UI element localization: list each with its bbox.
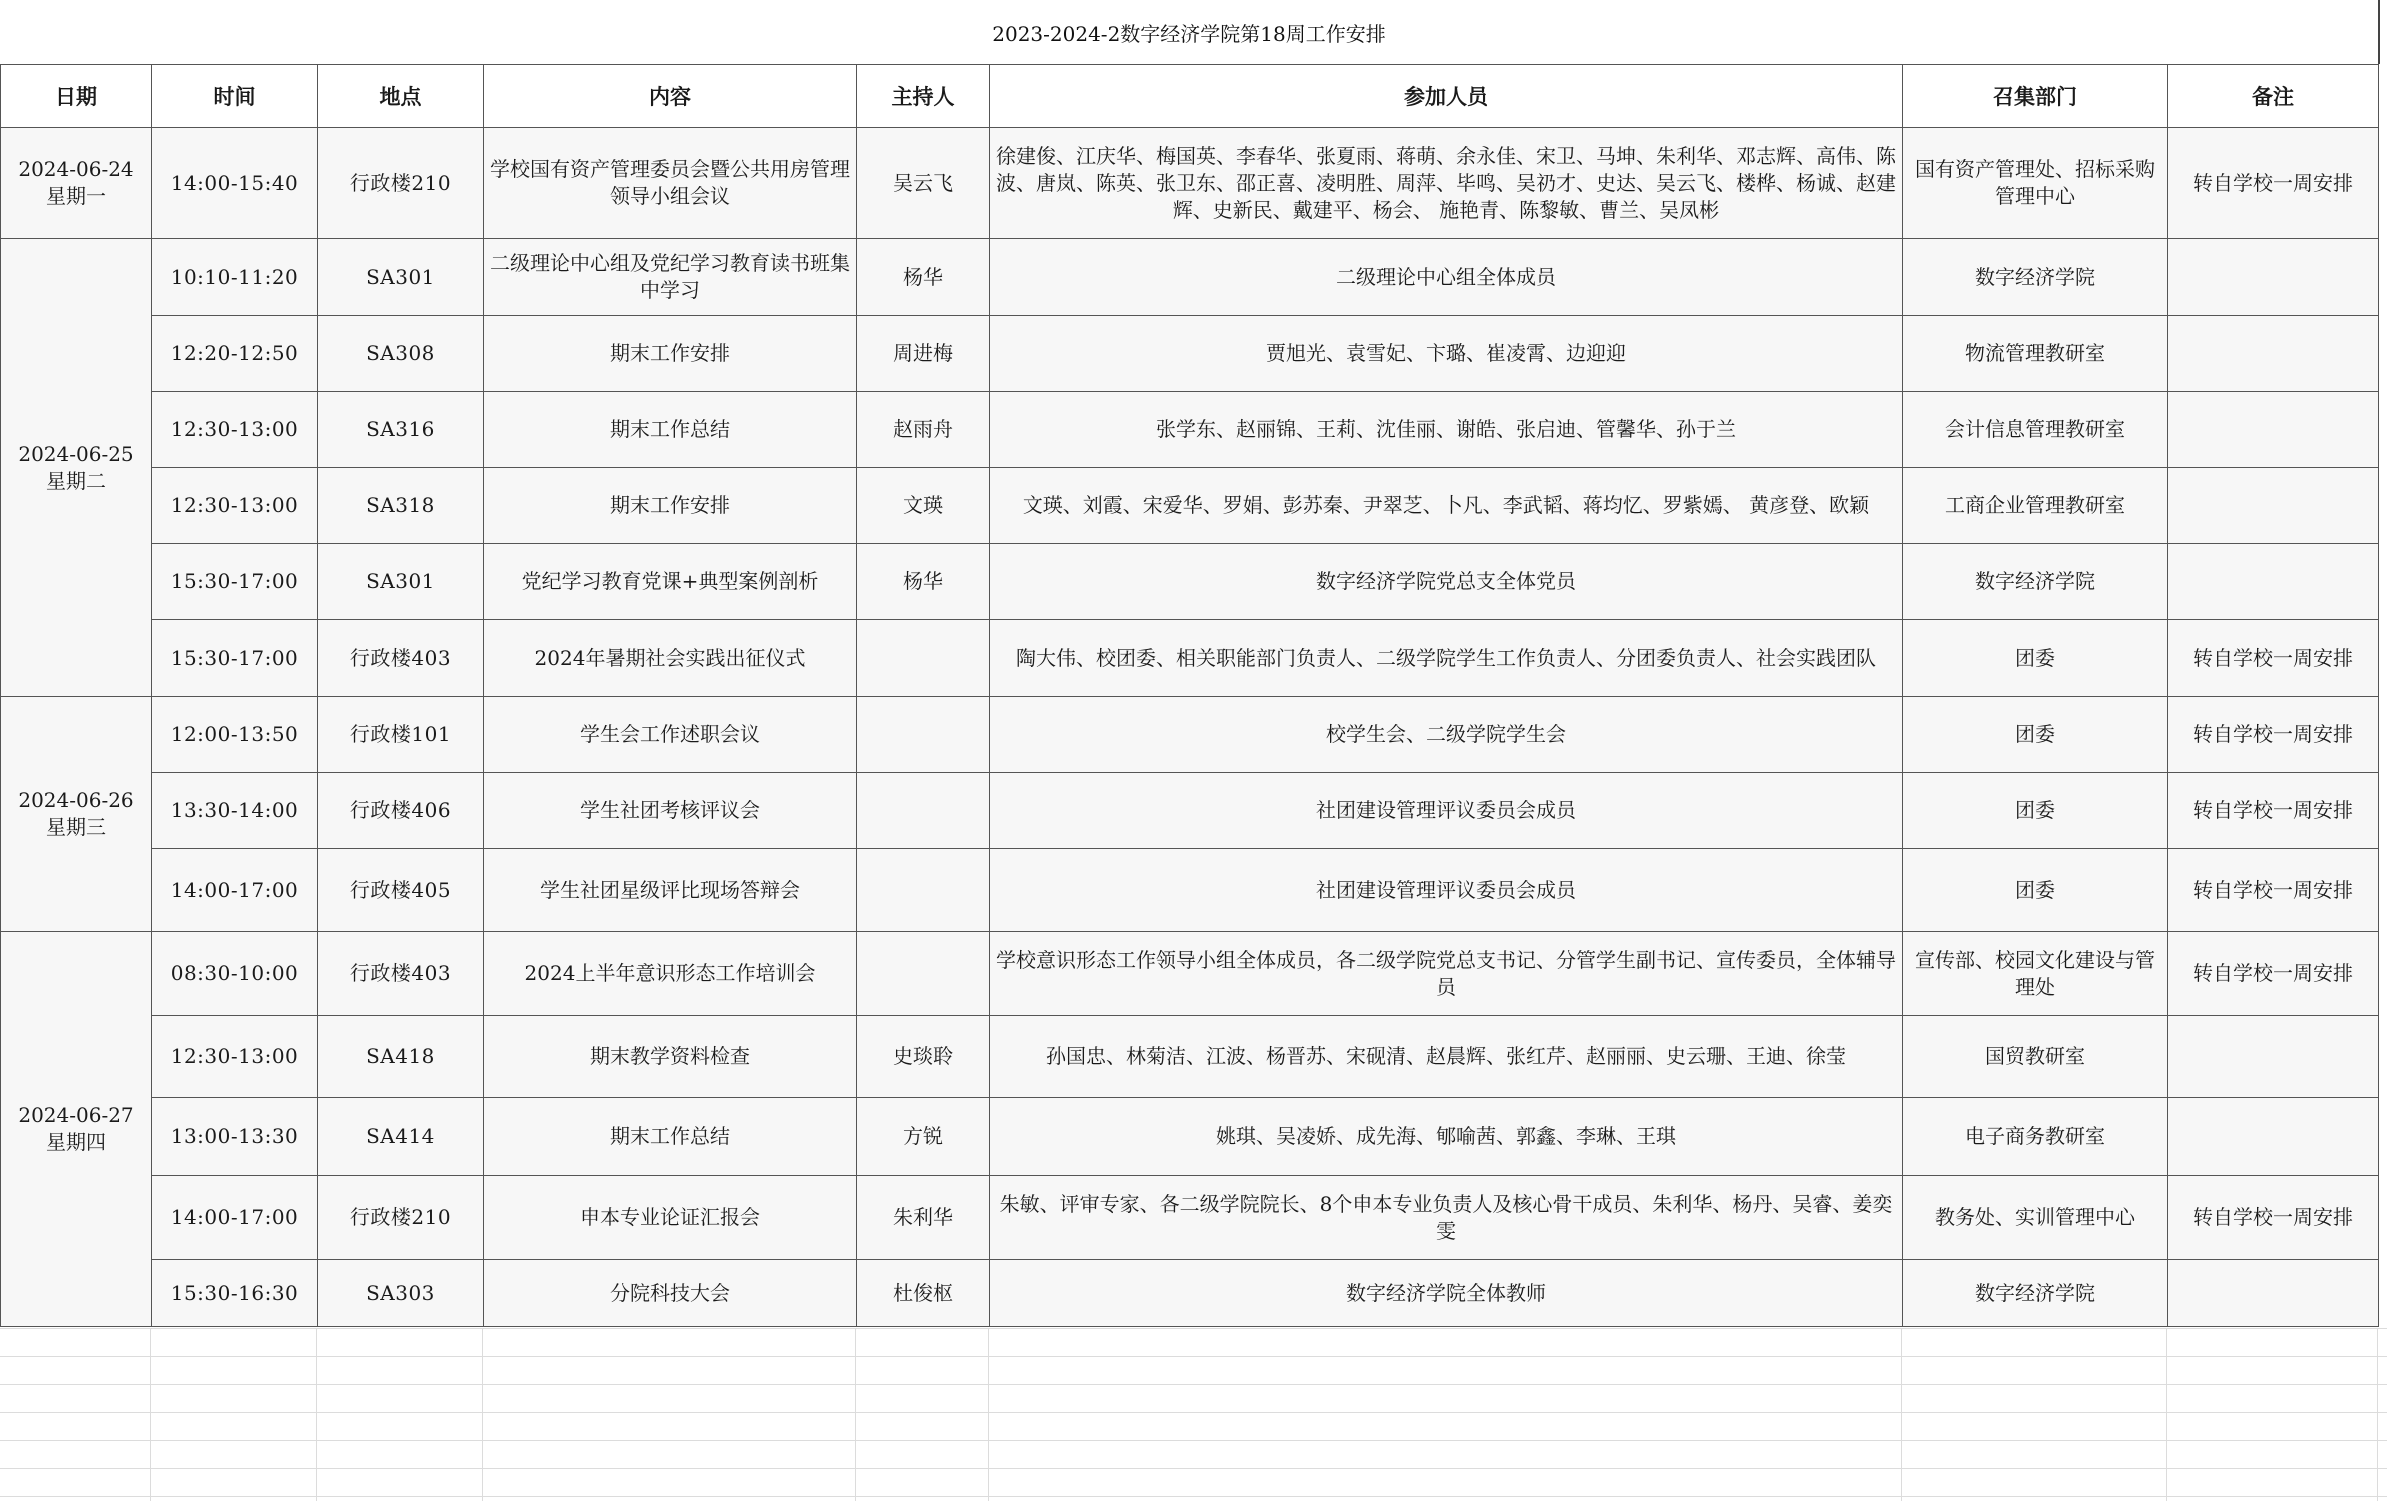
table-row bbox=[1, 1176, 2379, 1260]
date-cell[interactable] bbox=[1, 932, 152, 1327]
dept-cell[interactable]: 数字经济学院 bbox=[1903, 1260, 2168, 1327]
participants-cell[interactable]: 学校意识形态工作领导小组全体成员，各二级学院党总支书记、分管学生副书记、宣传委员，全体辅导员 bbox=[990, 932, 1903, 1016]
host-cell[interactable] bbox=[857, 620, 990, 697]
time-cell[interactable]: 12:00-13:50 bbox=[152, 697, 318, 773]
host-cell[interactable] bbox=[857, 773, 990, 849]
host-cell[interactable]: 朱利华 bbox=[857, 1176, 990, 1260]
dept-cell[interactable]: 国贸教研室 bbox=[1903, 1016, 2168, 1098]
table-row bbox=[1, 316, 2379, 392]
time-cell[interactable]: 14:00-17:00 bbox=[152, 849, 318, 932]
dept-cell[interactable]: 团委 bbox=[1903, 697, 2168, 773]
header-place[interactable]: 地点 bbox=[318, 65, 484, 128]
content-cell[interactable]: 学生会工作述职会议 bbox=[484, 697, 857, 773]
table-row bbox=[1, 1016, 2379, 1098]
date-text: 2024-06-27 bbox=[18, 1103, 134, 1127]
time-cell[interactable]: 14:00-17:00 bbox=[152, 1176, 318, 1260]
time-cell[interactable]: 15:30-17:00 bbox=[152, 544, 318, 620]
place-cell[interactable]: SA418 bbox=[318, 1016, 484, 1098]
place-cell[interactable]: SA414 bbox=[318, 1098, 484, 1176]
host-cell[interactable]: 赵雨舟 bbox=[857, 392, 990, 468]
note-cell[interactable] bbox=[2168, 1260, 2379, 1327]
participants-cell[interactable]: 校学生会、二级学院学生会 bbox=[990, 697, 1903, 773]
content-cell[interactable]: 党纪学习教育党课+典型案例剖析 bbox=[484, 544, 857, 620]
content-cell[interactable]: 学生社团星级评比现场答辩会 bbox=[484, 849, 857, 932]
header-row bbox=[1, 65, 2379, 128]
content-cell[interactable]: 期末工作安排 bbox=[484, 468, 857, 544]
dept-cell[interactable]: 团委 bbox=[1903, 773, 2168, 849]
note-cell[interactable] bbox=[2168, 239, 2379, 316]
host-cell[interactable] bbox=[857, 697, 990, 773]
date-text: 2024-06-25 bbox=[18, 441, 134, 466]
note-cell[interactable]: 转自学校一周安排 bbox=[2168, 932, 2379, 1016]
table-row bbox=[1, 773, 2379, 849]
place-cell[interactable]: 行政楼210 bbox=[318, 128, 484, 239]
dept-cell[interactable]: 电子商务教研室 bbox=[1903, 1098, 2168, 1176]
time-cell[interactable]: 12:30-13:00 bbox=[152, 392, 318, 468]
dept-cell[interactable]: 团委 bbox=[1903, 620, 2168, 697]
table-row bbox=[1, 128, 2379, 239]
place-cell[interactable]: 行政楼405 bbox=[318, 849, 484, 932]
weekday-text: 星期二 bbox=[46, 468, 106, 493]
schedule-table bbox=[0, 64, 2379, 1327]
place-cell[interactable]: SA301 bbox=[318, 544, 484, 620]
time-cell[interactable]: 10:10-11:20 bbox=[152, 239, 318, 316]
content-cell[interactable]: 期末工作总结 bbox=[484, 1098, 857, 1176]
note-cell[interactable]: 转自学校一周安排 bbox=[2168, 128, 2379, 239]
note-cell[interactable] bbox=[2168, 544, 2379, 620]
participants-cell[interactable]: 孙国忠、林菊洁、江波、杨晋苏、宋砚清、赵晨辉、张红芹、赵丽丽、史云珊、王迪、徐莹 bbox=[990, 1016, 1903, 1098]
participants-cell[interactable]: 陶大伟、校团委、相关职能部门负责人、二级学院学生工作负责人、分团委负责人、社会实践团队 bbox=[990, 620, 1903, 697]
table-row bbox=[1, 544, 2379, 620]
table-row bbox=[1, 1260, 2379, 1327]
note-cell[interactable]: 转自学校一周安排 bbox=[2168, 773, 2379, 849]
host-cell[interactable] bbox=[857, 932, 990, 1016]
content-cell[interactable]: 学生社团考核评议会 bbox=[484, 773, 857, 849]
host-cell[interactable]: 吴云飞 bbox=[857, 128, 990, 239]
participants-cell[interactable]: 二级理论中心组全体成员 bbox=[990, 239, 1903, 316]
dept-cell[interactable]: 国有资产管理处、招标采购管理中心 bbox=[1903, 128, 2168, 239]
dept-cell[interactable]: 物流管理教研室 bbox=[1903, 316, 2168, 392]
table-row bbox=[1, 697, 2379, 773]
dept-cell[interactable]: 会计信息管理教研室 bbox=[1903, 392, 2168, 468]
participants-cell[interactable]: 数字经济学院党总支全体党员 bbox=[990, 544, 1903, 620]
content-cell[interactable]: 2024年暑期社会实践出征仪式 bbox=[484, 620, 857, 697]
content-cell[interactable]: 申本专业论证汇报会 bbox=[484, 1176, 857, 1260]
table-row bbox=[1, 392, 2379, 468]
host-cell[interactable]: 杨华 bbox=[857, 239, 990, 316]
sheet-title[interactable]: 2023-2024-2数字经济学院第18周工作安排 bbox=[0, 0, 2380, 64]
table-row bbox=[1, 932, 2379, 1016]
note-cell[interactable] bbox=[2168, 392, 2379, 468]
participants-cell[interactable]: 贾旭光、袁雪妃、卞璐、崔凌霄、边迎迎 bbox=[990, 316, 1903, 392]
date-text: 2024-06-24 bbox=[18, 157, 134, 181]
participants-cell[interactable]: 朱敏、评审专家、各二级学院院长、8个申本专业负责人及核心骨干成员、朱利华、杨丹、吴睿、姜奕雯 bbox=[990, 1176, 1903, 1260]
time-cell[interactable]: 13:30-14:00 bbox=[152, 773, 318, 849]
content-cell[interactable]: 学校国有资产管理委员会暨公共用房管理领导小组会议 bbox=[484, 128, 857, 239]
participants-cell[interactable]: 文瑛、刘霞、宋爱华、罗娟、彭苏秦、尹翠芝、卜凡、李武韬、蒋均忆、罗紫嫣、 黄彦登、欧颖 bbox=[990, 468, 1903, 544]
time-cell[interactable]: 12:20-12:50 bbox=[152, 316, 318, 392]
table-row bbox=[1, 1098, 2379, 1176]
note-cell[interactable] bbox=[2168, 1098, 2379, 1176]
date-cell[interactable] bbox=[1, 697, 152, 932]
time-cell[interactable]: 12:30-13:00 bbox=[152, 1016, 318, 1098]
header-participants[interactable]: 参加人员 bbox=[990, 65, 1903, 128]
header-dept[interactable]: 召集部门 bbox=[1903, 65, 2168, 128]
dept-cell[interactable]: 教务处、实训管理中心 bbox=[1903, 1176, 2168, 1260]
dept-cell[interactable]: 团委 bbox=[1903, 849, 2168, 932]
table-row bbox=[1, 468, 2379, 544]
date-cell[interactable] bbox=[1, 128, 152, 239]
note-cell[interactable]: 转自学校一周安排 bbox=[2168, 1176, 2379, 1260]
time-cell[interactable]: 12:30-13:00 bbox=[152, 468, 318, 544]
host-cell[interactable]: 史琰聆 bbox=[857, 1016, 990, 1098]
note-cell[interactable]: 转自学校一周安排 bbox=[2168, 697, 2379, 773]
dept-cell[interactable]: 数字经济学院 bbox=[1903, 544, 2168, 620]
place-cell[interactable]: SA301 bbox=[318, 239, 484, 316]
content-cell[interactable]: 分院科技大会 bbox=[484, 1260, 857, 1327]
place-cell[interactable]: 行政楼403 bbox=[318, 932, 484, 1016]
header-time[interactable]: 时间 bbox=[152, 65, 318, 128]
table-row bbox=[1, 620, 2379, 697]
header-host[interactable]: 主持人 bbox=[857, 65, 990, 128]
date-text: 2024-06-26 bbox=[18, 788, 134, 812]
weekday-text: 星期四 bbox=[46, 1130, 106, 1154]
host-cell[interactable]: 杨华 bbox=[857, 544, 990, 620]
time-cell[interactable]: 13:00-13:30 bbox=[152, 1098, 318, 1176]
content-cell[interactable]: 期末工作总结 bbox=[484, 392, 857, 468]
place-cell[interactable]: SA308 bbox=[318, 316, 484, 392]
time-cell[interactable]: 15:30-16:30 bbox=[152, 1260, 318, 1327]
participants-cell[interactable]: 社团建设管理评议委员会成员 bbox=[990, 773, 1903, 849]
host-cell[interactable]: 文瑛 bbox=[857, 468, 990, 544]
place-cell[interactable]: 行政楼406 bbox=[318, 773, 484, 849]
participants-cell[interactable]: 徐建俊、江庆华、梅国英、李春华、张夏雨、蒋萌、余永佳、宋卫、马坤、朱利华、邓志辉、高伟、陈波、唐岚、陈英、张卫东、邵正喜、凌明胜、周萍、毕鸣、吴礽才、史达、吴云飞、楼桦、杨诚、赵建辉、史新民、戴建平、杨会、 施艳青、陈黎敏、曹兰、吴凤彬 bbox=[990, 128, 1903, 239]
table-row bbox=[1, 849, 2379, 932]
participants-cell[interactable]: 社团建设管理评议委员会成员 bbox=[990, 849, 1903, 932]
place-cell[interactable]: SA316 bbox=[318, 392, 484, 468]
note-cell[interactable] bbox=[2168, 1016, 2379, 1098]
date-cell[interactable] bbox=[1, 239, 152, 697]
host-cell[interactable]: 方锐 bbox=[857, 1098, 990, 1176]
dept-cell[interactable]: 数字经济学院 bbox=[1903, 239, 2168, 316]
time-cell[interactable]: 08:30-10:00 bbox=[152, 932, 318, 1016]
note-cell[interactable]: 转自学校一周安排 bbox=[2168, 620, 2379, 697]
participants-cell[interactable]: 姚琪、吴凌娇、成先海、郇喻茜、郭鑫、李琳、王琪 bbox=[990, 1098, 1903, 1176]
place-cell[interactable]: SA318 bbox=[318, 468, 484, 544]
time-cell[interactable]: 14:00-15:40 bbox=[152, 128, 318, 239]
header-content[interactable]: 内容 bbox=[484, 65, 857, 128]
note-cell[interactable] bbox=[2168, 468, 2379, 544]
place-cell[interactable]: SA303 bbox=[318, 1260, 484, 1327]
host-cell[interactable] bbox=[857, 849, 990, 932]
weekday-text: 星期一 bbox=[46, 184, 106, 208]
note-cell[interactable]: 转自学校一周安排 bbox=[2168, 849, 2379, 932]
participants-cell[interactable]: 数字经济学院全体教师 bbox=[990, 1260, 1903, 1327]
table-row bbox=[1, 239, 2379, 316]
host-cell[interactable]: 周进梅 bbox=[857, 316, 990, 392]
empty-grid-area[interactable] bbox=[0, 1328, 2387, 1501]
content-cell[interactable]: 期末工作安排 bbox=[484, 316, 857, 392]
header-note[interactable]: 备注 bbox=[2168, 65, 2379, 128]
place-cell[interactable]: 行政楼101 bbox=[318, 697, 484, 773]
note-cell[interactable] bbox=[2168, 316, 2379, 392]
dept-cell[interactable]: 宣传部、校园文化建设与管理处 bbox=[1903, 932, 2168, 1016]
content-cell[interactable]: 2024上半年意识形态工作培训会 bbox=[484, 932, 857, 1016]
place-cell[interactable]: 行政楼210 bbox=[318, 1176, 484, 1260]
place-cell[interactable]: 行政楼403 bbox=[318, 620, 484, 697]
content-cell[interactable]: 期末教学资料检查 bbox=[484, 1016, 857, 1098]
host-cell[interactable]: 杜俊枢 bbox=[857, 1260, 990, 1327]
content-cell[interactable]: 二级理论中心组及党纪学习教育读书班集中学习 bbox=[484, 239, 857, 316]
time-cell[interactable]: 15:30-17:00 bbox=[152, 620, 318, 697]
weekday-text: 星期三 bbox=[46, 815, 106, 839]
header-date[interactable]: 日期 bbox=[1, 65, 152, 128]
dept-cell[interactable]: 工商企业管理教研室 bbox=[1903, 468, 2168, 544]
participants-cell[interactable]: 张学东、赵丽锦、王莉、沈佳丽、谢皓、张启迪、管馨华、孙于兰 bbox=[990, 392, 1903, 468]
